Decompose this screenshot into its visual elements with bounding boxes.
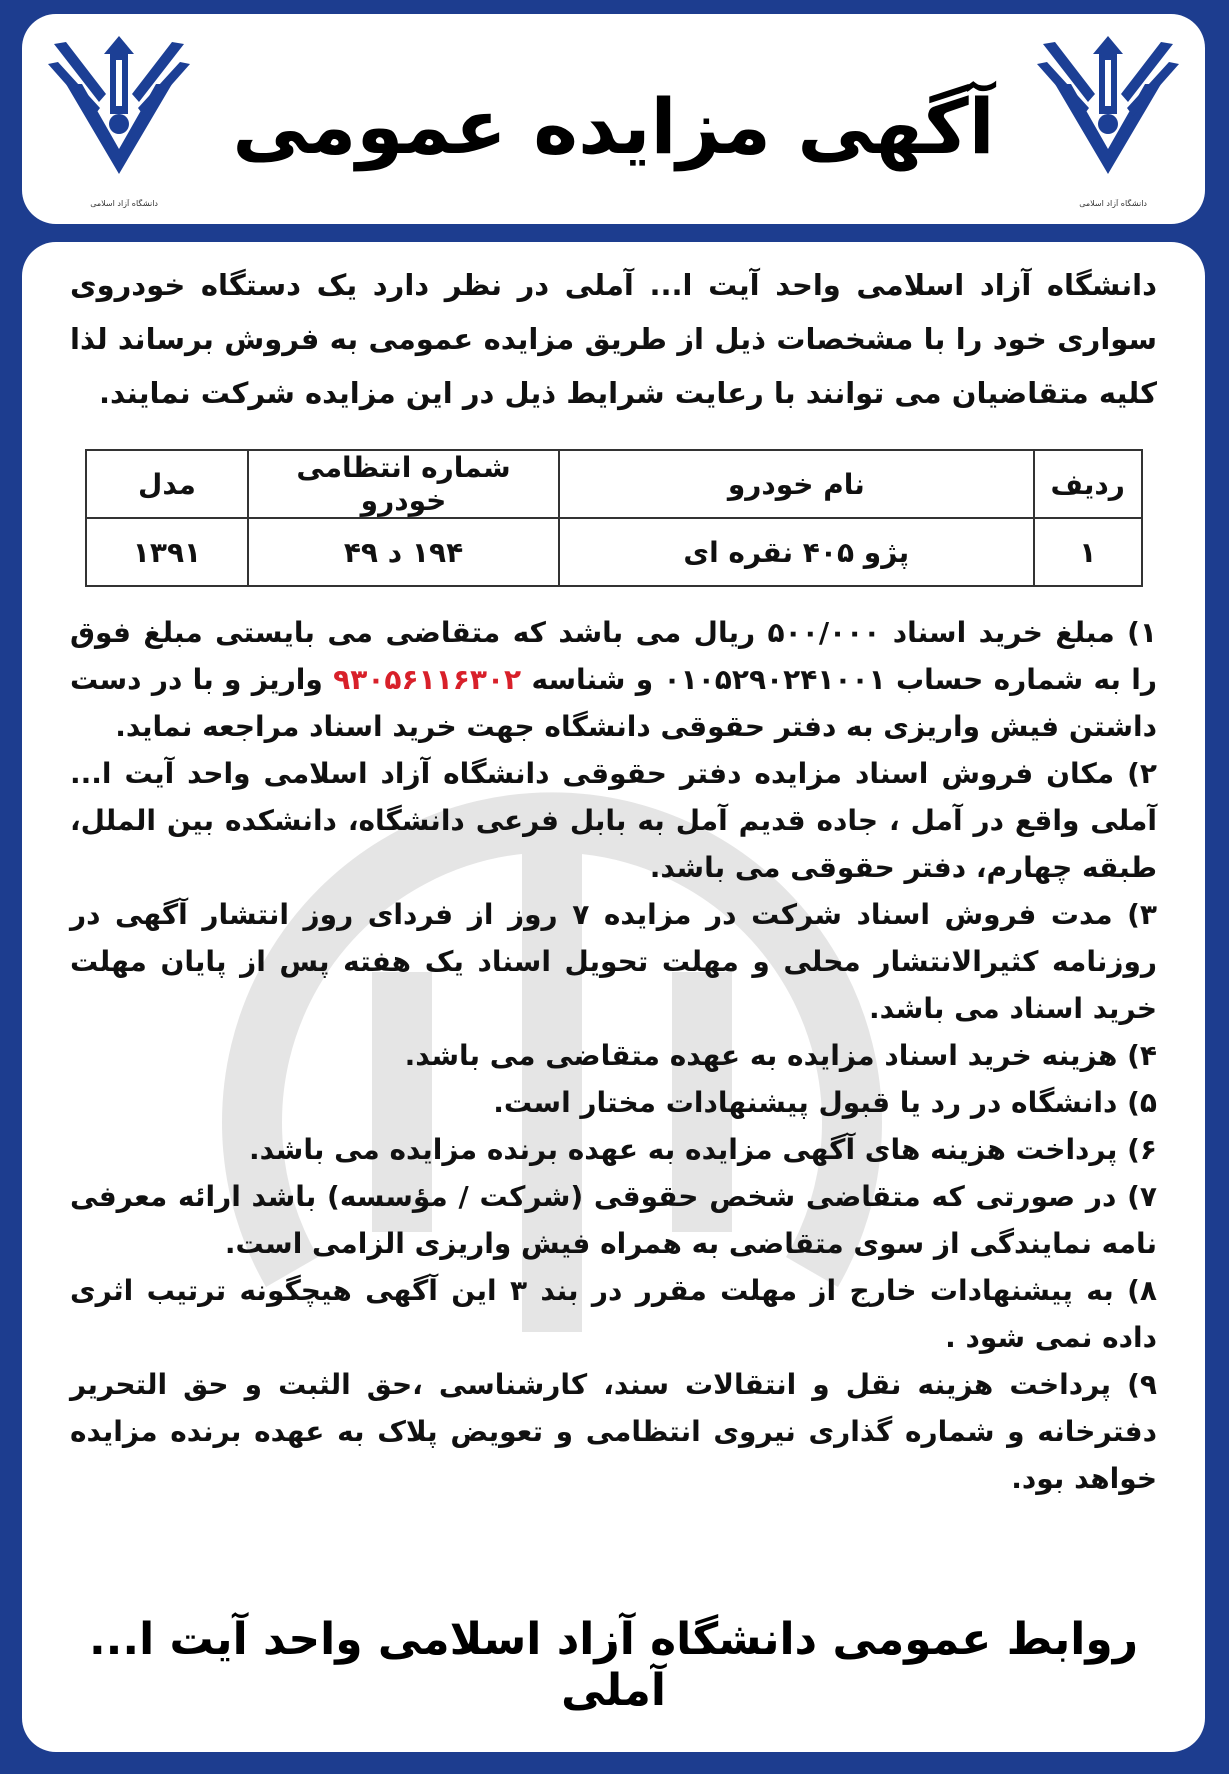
condition-3: ۳) مدت فروش اسناد شرکت در مزایده ۷ روز از فردای روز انتشار آگهی در روزنامه کثیرالانتشار محلی و مهلت تحویل اسناد یک هفته پس از پایان مهلت خرید اسناد می باشد. xyxy=(70,898,1157,1025)
col-header-row: ردیف xyxy=(1034,450,1142,518)
university-logo-left xyxy=(44,24,194,214)
cell-plate: ۱۹۴ د ۴۹ xyxy=(248,518,558,586)
header-panel xyxy=(22,14,1205,224)
university-emblem-icon xyxy=(44,24,194,214)
page-title: آگهی مزایده عمومی xyxy=(232,82,995,171)
cell-model: ۱۳۹۱ xyxy=(86,518,249,586)
payment-id: ۹۳۰۵۶۱۱۶۳۰۲ xyxy=(333,663,522,696)
condition-1-text-b: واریز و با در دست داشتن فیش واریزی به دفتر حقوقی دانشگاه جهت خرید اسناد مراجعه نماید. xyxy=(70,663,1157,743)
cell-name: پژو ۴۰۵ نقره ای xyxy=(559,518,1034,586)
conditions-list xyxy=(70,609,1157,1502)
condition-1-text-a: ۱) مبلغ خرید اسناد ۵۰۰/۰۰۰ ریال می باشد که متقاضی می بایستی مبلغ فوق را به شماره حساب ۰۱۰۵۲۹۰۲۴۱۰۰۱ و شناسه xyxy=(70,616,1157,696)
ad-content xyxy=(70,242,1157,1502)
condition-4: ۴) هزینه خرید اسناد مزایده به عهده متقاضی می باشد. xyxy=(404,1039,1157,1072)
condition-2: ۲) مکان فروش اسناد مزایده دفتر حقوقی دانشگاه آزاد اسلامی واحد آیت ا... آملی واقع در آمل ، جاده قدیم آمل به بابل فرعی دانشگاه، دانشکده بین الملل، طبقه چهارم، دفتر حقوقی می باشد. xyxy=(70,757,1157,884)
intro-text: در نظر دارد یک دستگاه خودروی سواری خود را با مشخصات ذیل از طریق مزایده عمومی به فروش برساند لذا کلیه متقاضیان می توانند با رعایت شرایط ذیل در این مزایده شرکت نمایند. xyxy=(70,268,1157,410)
logo-caption: دانشگاه آزاد اسلامی xyxy=(90,199,158,208)
vehicle-table xyxy=(85,449,1143,587)
condition-5: ۵) دانشگاه در رد یا قبول پیشنهادات مختار است. xyxy=(493,1086,1157,1119)
col-header-model: مدل xyxy=(86,450,249,518)
table-row xyxy=(86,518,1142,586)
condition-7: ۷) در صورتی که متقاضی شخص حقوقی (شرکت / مؤسسه) باشد ارائه معرفی نامه نمایندگی از سوی متقاضی به همراه فیش واریزی الزامی است. xyxy=(70,1180,1157,1260)
col-header-name: نام خودرو xyxy=(559,450,1034,518)
condition-9: ۹) پرداخت هزینه نقل و انتقالات سند، کارشناسی ،حق الثبت و حق التحریر دفترخانه و شماره گذاری نیروی انتظامی و تعویض پلاک به عهده برنده مزایده خواهد بود. xyxy=(70,1368,1157,1495)
condition-8: ۸) به پیشنهادات خارج از مهلت مقرر در بند ۳ این آگهی هیچگونه ترتیب اثری داده نمی شود . xyxy=(70,1274,1157,1354)
university-logo-right xyxy=(1033,24,1183,214)
condition-6: ۶) پرداخت هزینه های آگهی مزایده به عهده برنده مزایده می باشد. xyxy=(248,1133,1157,1166)
university-emblem-icon xyxy=(1033,24,1183,214)
logo-caption: دانشگاه آزاد اسلامی xyxy=(1079,199,1147,208)
ad-body xyxy=(22,242,1205,1752)
condition-1 xyxy=(70,609,1157,750)
col-header-plate: شماره انتظامی خودرو xyxy=(248,450,558,518)
org-name: دانشگاه آزاد اسلامی واحد آیت ا... آملی xyxy=(564,268,1157,302)
cell-row: ۱ xyxy=(1034,518,1142,586)
table-header-row xyxy=(86,450,1142,518)
intro-paragraph xyxy=(70,258,1157,420)
footer-signature: روابط عمومی دانشگاه آزاد اسلامی واحد آیت ا... آملی xyxy=(88,1614,1139,1716)
